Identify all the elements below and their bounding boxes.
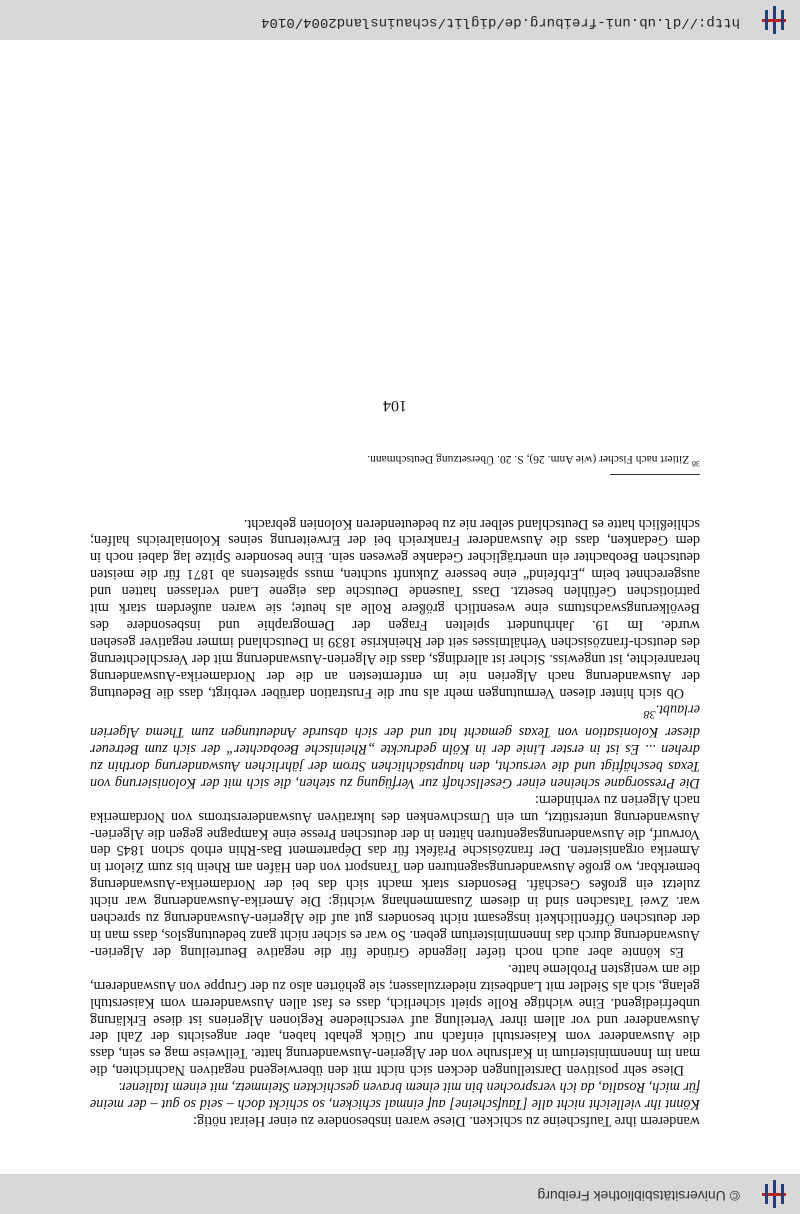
ub-freiburg-logo-icon-footer: [754, 6, 794, 34]
copyright-credit: © Universitätsbibliothek Freiburg: [537, 1188, 740, 1204]
quote-letter: Könnt ihr vielleicht nicht alle [Taufscheine] auf einmal schicken, so schickt doch – seid so gut – der meine für mich, Rosalia, da ich versprochen bin mit einem braven geschickten Steinmetz, mit einem Italiener.: [90, 1079, 700, 1113]
footnote-reference[interactable]: 38: [643, 708, 656, 723]
footnote-text: Zitiert nach Fischer (wie Anm. 26), S. 20. Übersetzung Deutschmann.: [367, 452, 690, 465]
paragraph-4: Ob sich hinter diesen Vermutungen mehr als nur die Frustration darüber verbirgt, dass die Bedeutung der Auswanderung nach Algerien nie im entferntesten an die der Nordamerika-Auswanderung heranreichte, ist ungewiss. Sicher ist allerdings, dass die Algerien-Auswanderung mit der Verschlechterung des deutsch-französischen Verhältnisses seit der Rheinkrise 1839 in Deutschland immer negativer gesehen wurde. Im 19. Jahrhundert spielten Fragen der Demographie und insbesondere des Bevölkerungswachstums eine wesentlich größere Rolle als heute; sie waren außerdem stark mit patriotischen Gefühlen besetzt. Dass Tausende Deutsche das eigene Land verlassen hatten und ausgerechnet beim „Erbfeind“ eine bessere Zukunft suchten, muss spätestens ab 1871 für die meisten deutschen Beobachter ein unerträglicher Gedanke gewesen sein. Eine besondere Spitze lag dabei noch in dem Gedanken, dass die Auswanderer Frankreich bei der Erweiterung seines Kolonialreichs halfen; schließlich hatte es Deutschland selber nie zu bedeutenderen Kolonien gebracht.: [90, 515, 700, 701]
footnote-number: 38: [692, 458, 700, 468]
document-page: [90, 396, 700, 1129]
quote-prefect: [90, 701, 700, 791]
paragraph-3: Es könnte aber auch noch tiefer liegende Gründe für die negative Beurteilung der Algerien-Auswanderung durch das Innenministerium geben. So war es sicher nicht ganz bedeutungslos, dass man in der deutschen Öffentlichkeit insgesamt nicht besonders gut auf die Algerien-Auswanderung zu sprechen war. Zwei Tatsachen sind in diesem Zusammenhang wichtig: Die Amerika-Auswanderung war nicht zuletzt ein großes Geschäft. Besonders stark macht sich das bei der Nordamerika-Auswanderung bemerkbar, wo große Auswanderungsagenturen den Transport von den Häfen am Rhein bis zum Zielort in Amerika organisierten. Der französische Präfekt für das Département Bas-Rhin erhob schon 1845 den Vorwurf, die Auswanderungsagenturen hätten in der deutschen Presse eine Kampagne gegen die Algerien-Auswanderung unterstützt, um ein Umschwenken des lukrativen Auswandererstroms von Nordamerika nach Algerien zu verhindern:: [90, 791, 700, 960]
body-text: [90, 515, 700, 1129]
ub-freiburg-logo-icon: [754, 1180, 794, 1208]
footnote: [90, 452, 700, 470]
viewer-footer-bar: [0, 0, 800, 40]
paragraph-1: wanderern ihre Taufscheine zu schicken. Diese waren insbesondere zu einer Heirat nötig:: [193, 1113, 700, 1129]
document-url[interactable]: http://dl.ub.uni-freiburg.de/diglit/schauinsland2004/0104: [261, 14, 740, 30]
viewer-header-bar: [0, 1174, 800, 1214]
paragraph-2: Diese sehr positiven Darstellungen decken sich nicht mit den überwiegend negativen Nachrichten, die man im Innenministerium in Karlsruhe von der Algerien-Auswanderung hatte. Teilweise mag es sein, dass die Auswanderer vom Kaiserstuhl einfach nur Glück gehabt haben, aber angesichts der Zahl der Auswanderer und vor allem ihrer Verteilung auf verschiedene Regionen Algeriens ist diese Erklärung unbefriedigend. Eine wichtige Rolle spielt sicherlich, dass es fast allen Auswanderern vom Kaiserstuhl gelang, sich als Siedler mit Landbesitz niederzulassen; sie gehörten also zu der Gruppe von Auswanderern, die am wenigsten Probleme hatte.: [90, 960, 700, 1079]
footnote-divider: [610, 474, 700, 475]
page-number: 104: [383, 396, 407, 414]
quote-prefect-text: Die Pressorgane scheinen einer Gesellschaft zur Verfügung zu stehen, die sich mit der Kolonisierung von Texas beschäftigt und die versucht, den hauptsächlichen Strom der jährlichen Auswanderung dorthin zu drehen ... Es ist in erster Linie der in Köln gedruckte „Rheinische Beobachter“ der sich zum Betreuer dieser Kolonisation von Texas gemacht hat und der sich absurde Andeutungen zum Thema Algerien erlaubt.: [90, 701, 700, 791]
